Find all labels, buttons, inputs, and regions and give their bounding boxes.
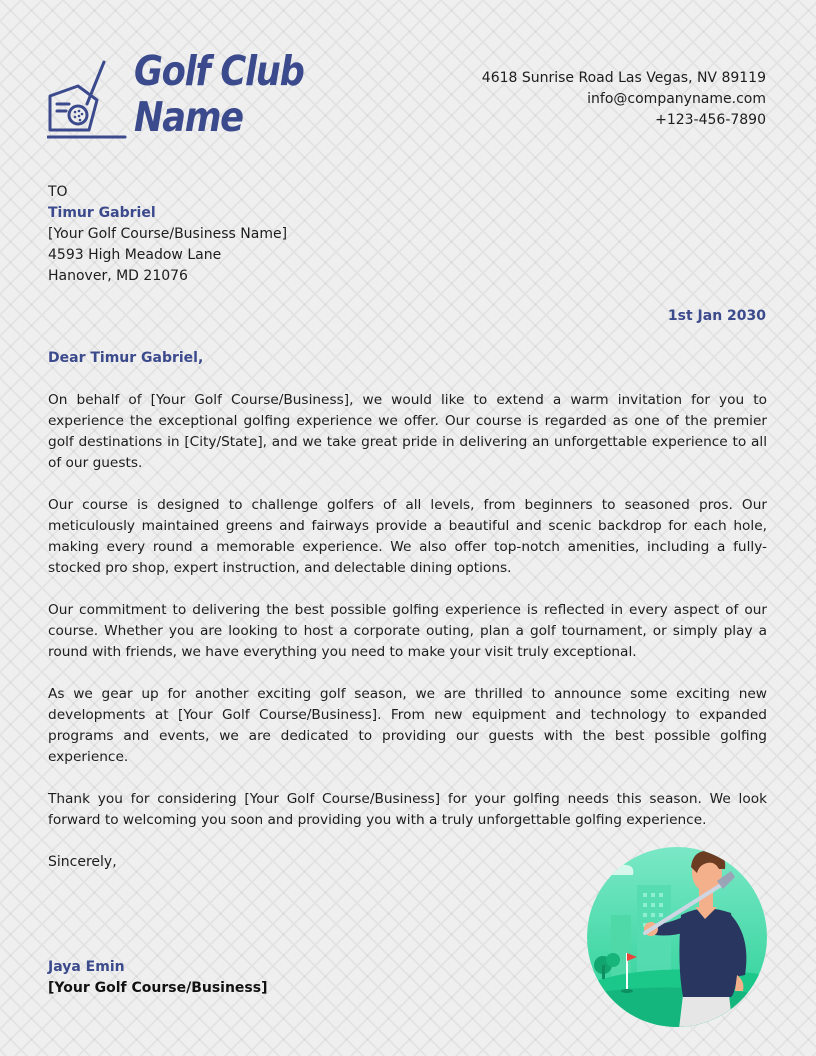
phone[interactable]: +123-456-7890 <box>655 112 766 128</box>
letter-date: 1st Jan 2030 <box>667 308 766 324</box>
recipient-business: [Your Golf Course/Business Name] <box>48 226 288 242</box>
signature-company: [Your Golf Course/Business] <box>48 980 268 996</box>
signature-name: Jaya Emin <box>48 959 125 975</box>
company-title: Golf Club Name <box>134 47 304 141</box>
to-label: TO <box>48 184 68 200</box>
body-paragraph: On behalf of [Your Golf Course/Business], we would like to extend a warm invitation for you to experience the exceptional golfing experience we offer. Our course is regarded as one of the premier golf destinations in [City/State], and we take great pride in delivering an unforgettable experience to all of our guests. <box>48 392 767 471</box>
salutation: Dear Timur Gabriel, <box>48 350 204 366</box>
email[interactable]: info@companyname.com <box>587 91 766 107</box>
golf-club-icon <box>47 60 127 140</box>
recipient-street: 4593 High Meadow Lane <box>48 247 222 263</box>
recipient-block <box>48 182 287 287</box>
body-paragraph: As we gear up for another exciting golf season, we are thrilled to announce some exciting new developments at [Your Golf Course/Business]. From new equipment and technology to expanded programs and events, we are dedicated to providing our guests with the best possible golfing experience. <box>48 686 767 765</box>
recipient-city: Hanover, MD 21076 <box>48 268 188 284</box>
golfer-illustration <box>585 845 769 1029</box>
contact-block <box>482 68 766 131</box>
letter-body <box>48 390 767 852</box>
body-paragraph: Our commitment to delivering the best possible golfing experience is reflected in every aspect of our course. Whether you are looking to host a corporate outing, plan a golf tournament, or simply play a round with friends, we have everything you need to make your visit truly exceptional. <box>48 602 767 660</box>
body-paragraph: Thank you for considering [Your Golf Course/Business] for your golfing needs this season. We look forward to welcoming you soon and providing you with a truly unforgettable golfing experience. <box>48 791 767 828</box>
logo <box>47 47 307 145</box>
closing: Sincerely, <box>48 854 117 870</box>
recipient-name: Timur Gabriel <box>48 205 156 221</box>
body-paragraph: Our course is designed to challenge golfers of all levels, from beginners to seasoned pros. Our meticulously maintained greens and fairways provide a beautiful and scenic backdrop for each hole, making every round a memorable experience. We also offer top-notch amenities, including a fully-stocked pro shop, expert instruction, and delectable dining options. <box>48 497 767 576</box>
address: 4618 Sunrise Road Las Vegas, NV 89119 <box>481 70 766 86</box>
